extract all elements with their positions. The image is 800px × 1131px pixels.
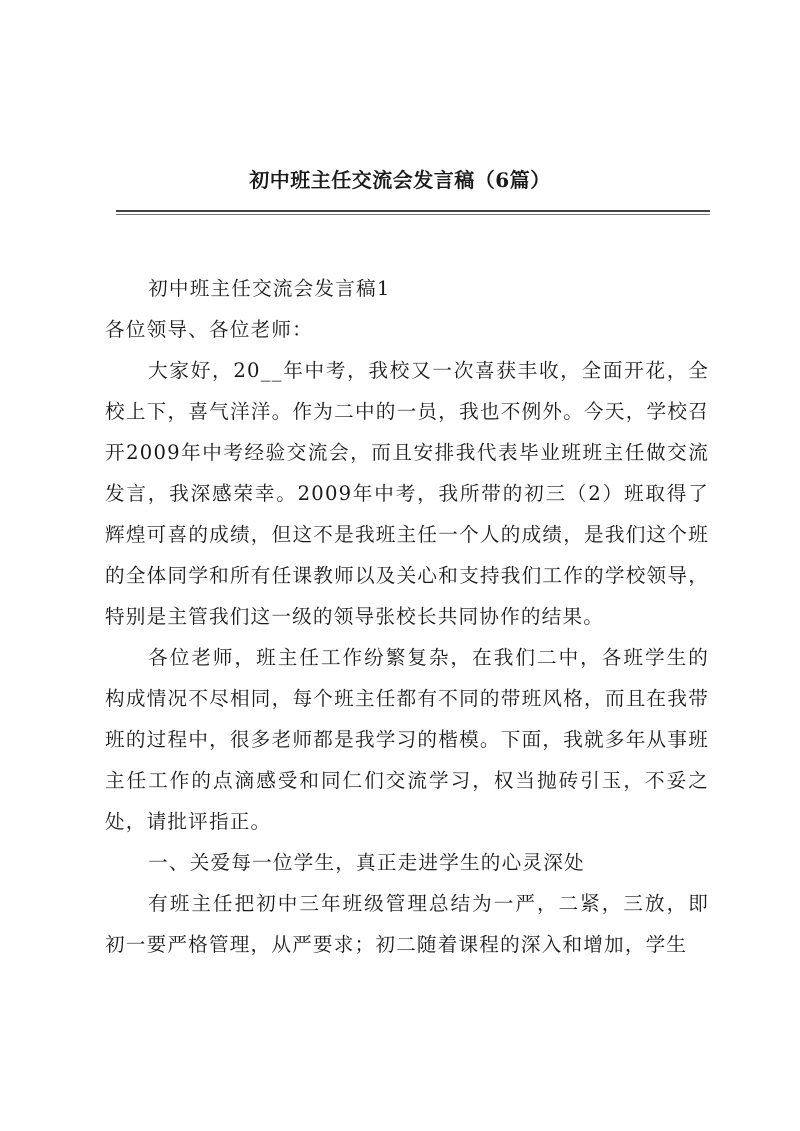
document-title: 初中班主任交流会发言稿（6篇）: [249, 168, 551, 192]
subheading-1: 一、关爱每一位学生，真正走进学生的心灵深处: [148, 851, 585, 874]
paragraph-1: 大家好，20__年中考，我校又一次喜获丰收，全面开花，全校上下，喜气洋洋。作为二中的一员，我也不例外。今天，学校召开2009年中考经验交流会，而且安排我代表毕业班班主任做交流发言，我深感荣幸。2009年中考，我所带的初三（2）班取得了辉煌可喜的成绩，但这不是我班主任一个人的成绩，是我们这个班的全体同学和所有任课教师以及关心和支持我们工作的学校领导，特别是主管我们这一级的领导张校长共同协作的结果。: [105, 359, 709, 628]
document-body: [105, 268, 709, 965]
paragraph-3: 有班主任把初中三年班级管理总结为一严，二紧，三放，即初一要严格管理，从严要求；初二随着课程的深入和增加，学生: [105, 892, 709, 956]
section-heading: 初中班主任交流会发言稿1: [148, 277, 391, 300]
title-divider-thick: [116, 210, 710, 212]
paragraph-2: 各位老师，班主任工作纷繁复杂，在我们二中，各班学生的构成情况不尽相同，每个班主任都有不同的带班风格，而且在我带班的过程中，很多老师都是我学习的楷模。下面，我就多年从事班主任工作的点滴感受和同仁们交流学习，权当抛砖引玉，不妥之处，请批评指正。: [105, 646, 709, 833]
salutation: 各位领导、各位老师：: [105, 318, 313, 341]
title-divider-thin: [116, 214, 710, 215]
